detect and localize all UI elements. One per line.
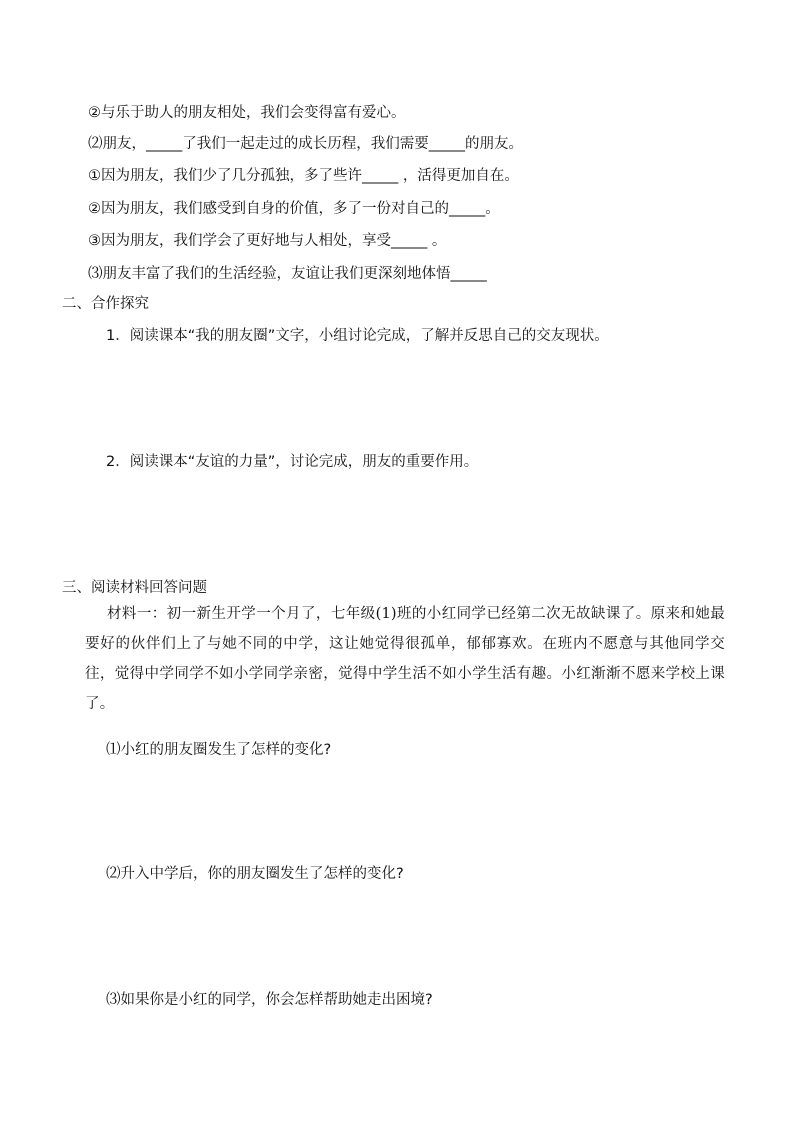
material-question-1: ⑴小红的朋友圈发生了怎样的变化? [106, 742, 332, 758]
fill-blank-get-along-line: ③因为朋友，我们学会了更好地与人相处，享受_____ 。 [88, 233, 447, 249]
inquiry-question-1: 1．阅读课本“我的朋友圈”文字，小组讨论完成，了解并反思自己的交友现状。 [106, 328, 609, 344]
fill-blank-value-line: ②因为朋友，我们感受到自身的价值，多了一份对自己的_____。 [88, 201, 500, 217]
helpful-friend-line: ②与乐于助人的朋友相处，我们会变得富有爱心。 [88, 105, 406, 121]
fill-blank-lonely-line: ①因为朋友，我们少了几分孤独，多了些许_____ ，活得更加自在。 [88, 168, 519, 184]
material-one-paragraph: 材料一：初一新生开学一个月了，七年级(1)班的小红同学已经第二次无故缺课了。原来和她最要好的伙伴们上了与她不同的中学，这让她觉得很孤单，郁郁寡欢。在班内不愿意与其他同学交往，觉得中学同学不如小学同学亲密，觉得中学生活不如小学生活有趣。小红渐渐不愿来学校上课了。 [85, 606, 725, 712]
inquiry-question-2: 2．阅读课本“友谊的力量”，讨论完成，朋友的重要作用。 [106, 454, 479, 470]
section-heading-reading-material: 三、阅读材料回答问题 [62, 580, 207, 596]
fill-blank-growth-line: ⑵朋友，_____了我们一起走过的成长历程，我们需要_____的朋友。 [88, 136, 523, 152]
fill-blank-experience-line: ⑶朋友丰富了我们的生活经验，友谊让我们更深刻地体悟_____ [88, 266, 487, 282]
material-question-2: ⑵升入中学后，你的朋友圈发生了怎样的变化? [106, 866, 404, 882]
material-question-3: ⑶如果你是小红的同学，你会怎样帮助她走出困境? [106, 992, 433, 1008]
section-heading-cooperative-inquiry: 二、合作探究 [62, 296, 149, 312]
